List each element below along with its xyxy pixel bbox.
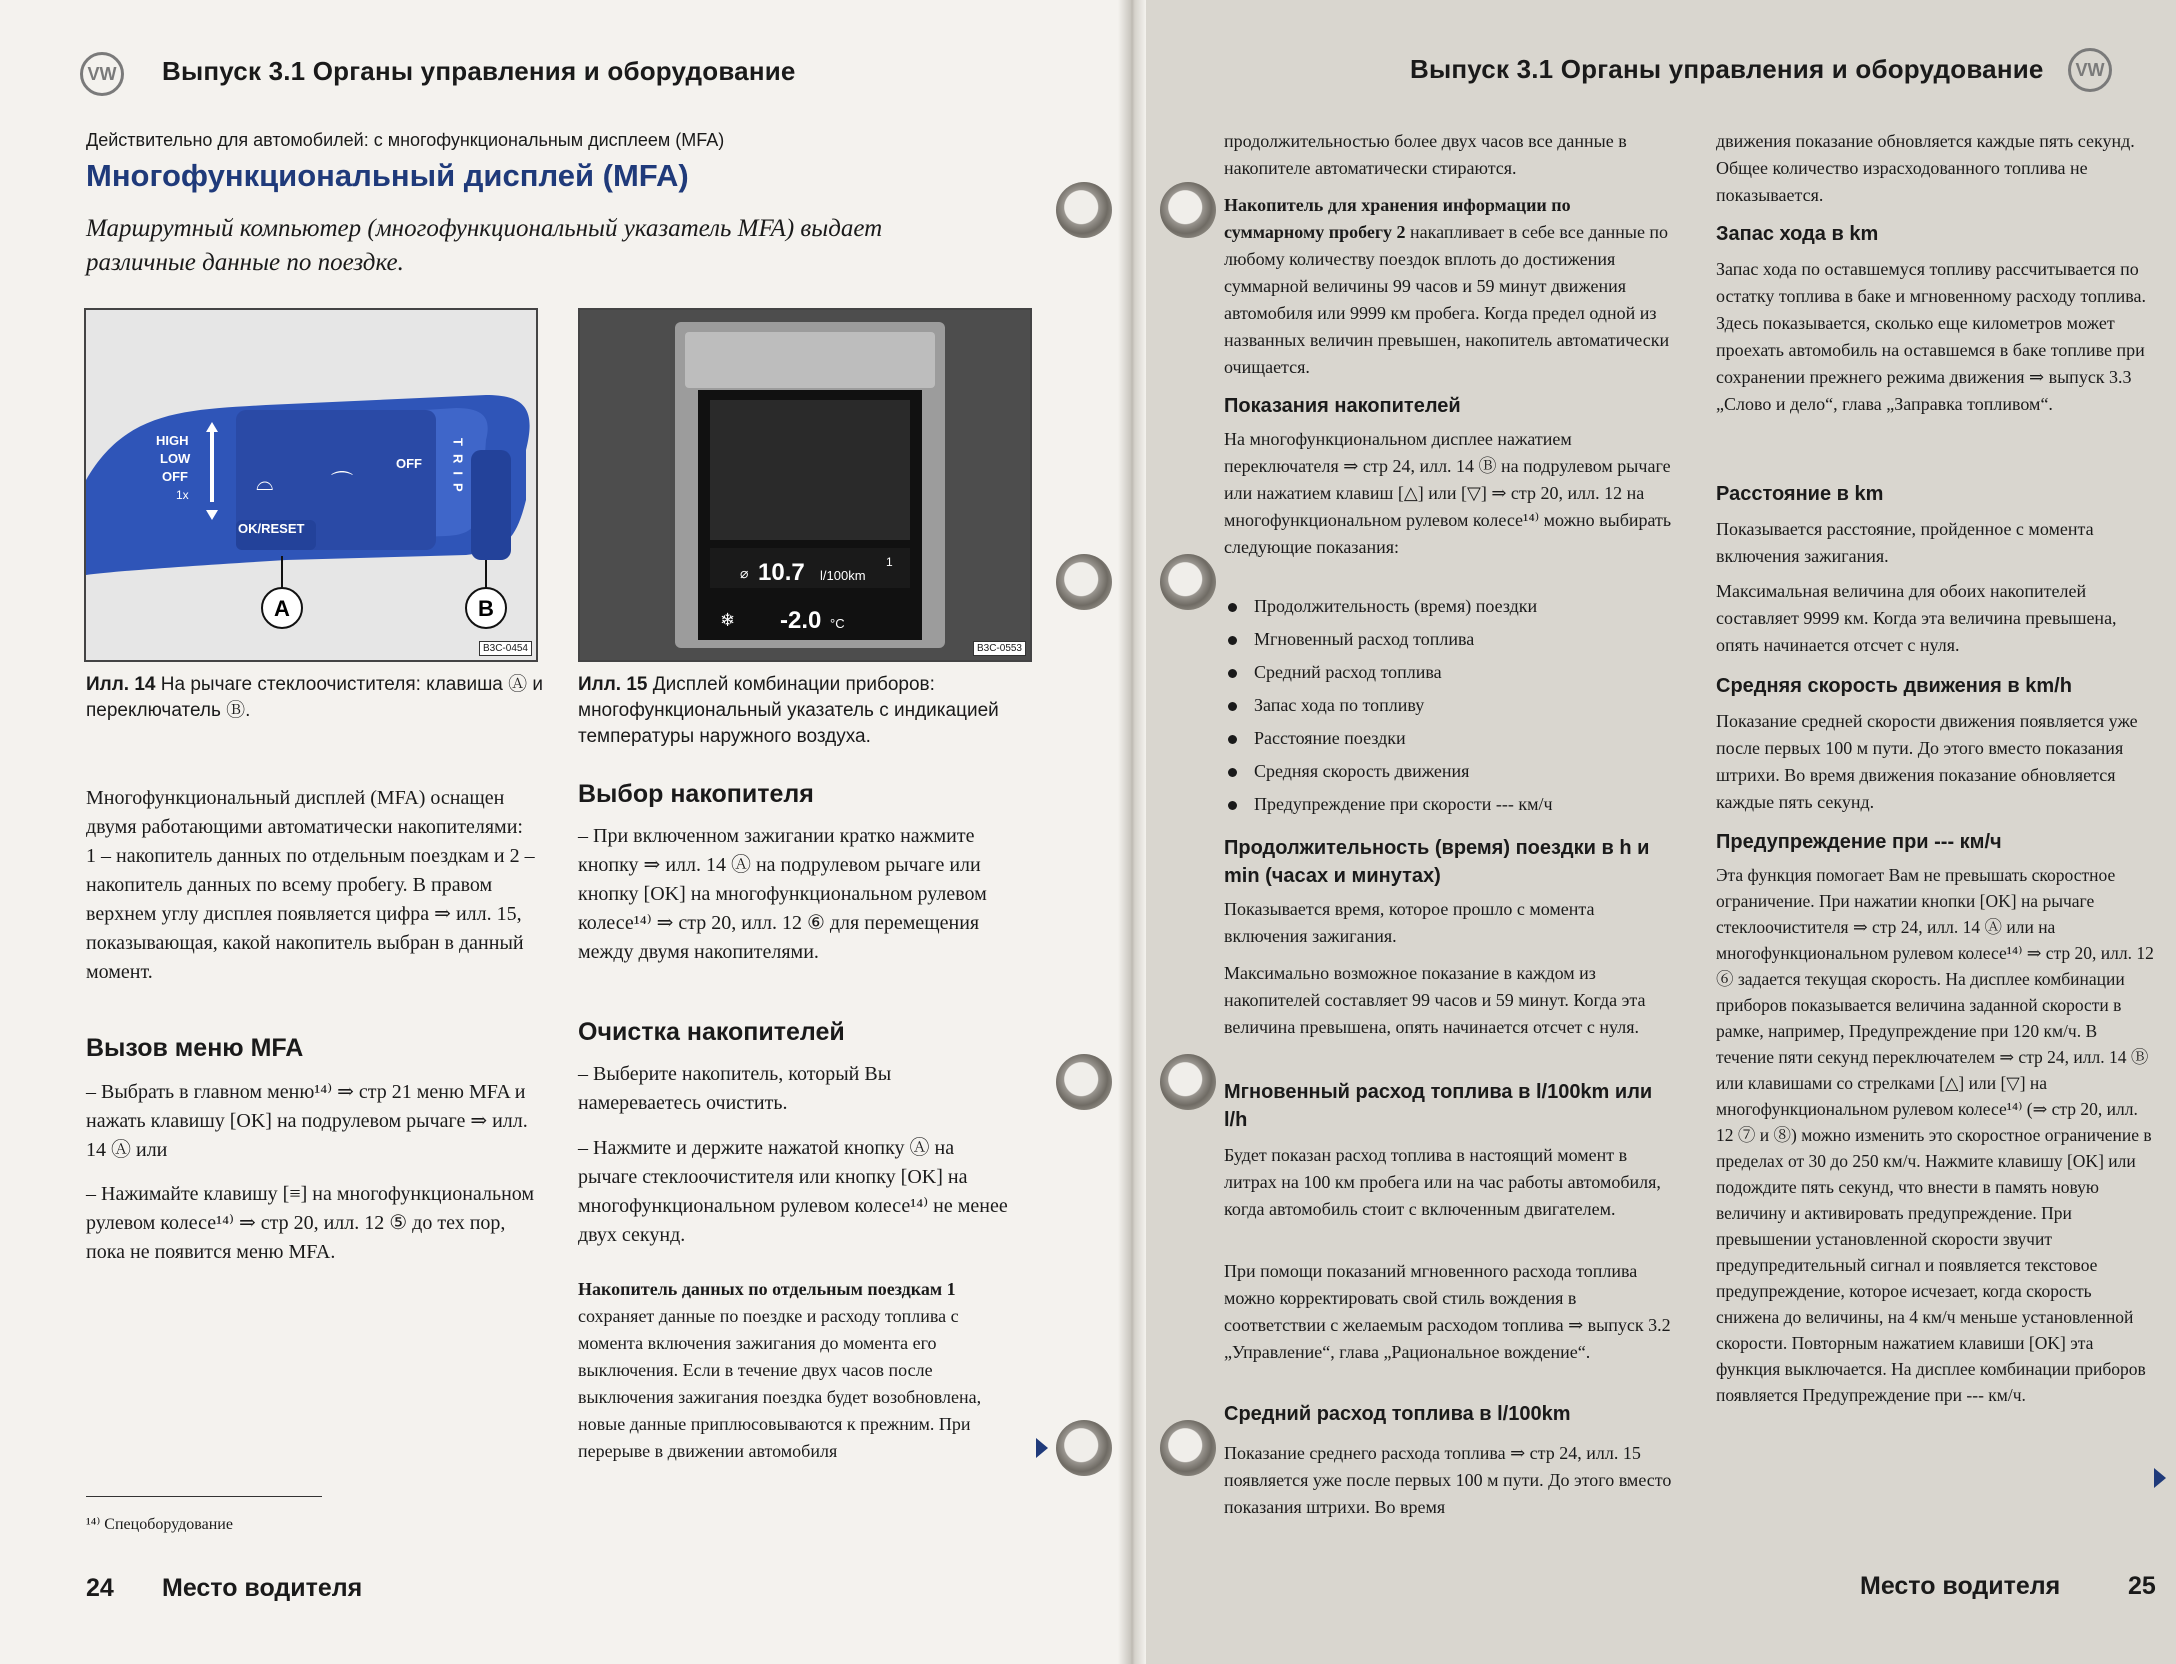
logo-text: VW [87,63,117,84]
list-item: Средний расход топлива [1224,656,1674,689]
memory-1-continued: продолжительностью более двух часов все данные в накопителе автоматически стираются. [1224,131,1627,178]
footer-title: Место водителя [1860,1572,2061,1600]
range-p1: Запас хода по оставшемуся топливу рассчитывается по остатку топлива в баке и мгновенному расходу топлива. Здесь показывается, сколько еще километров может проехать автомобиль на оставшемся в баке топливе при сохранении прежнего режима движения ⇒ выпуск 3.3 „Слово и дело“, глава „Заправка топливом“. [1716,259,2147,414]
page-header-title: Выпуск 3.1 Органы управления и оборудование [1410,54,2044,84]
binding-hole-icon [1056,182,1112,238]
distance-p1: Показывается расстояние, пройденное с момента включения зажигания. [1716,519,2094,566]
menu-step-2: – Нажимайте клавишу [≡] на многофункциональном рулевом колесе¹⁴⁾ ⇒ стр 20, илл. 12 ⑤ до тех пор, пока не появится меню MFA. [86,1183,535,1263]
figure-14-caption [86,672,546,724]
speed-p1: Показание средней скорости движения появляется уже после первых 100 м пути. До этого вместо показания штрихи. Во время движения показание обновляется каждые пять секунд. [1716,711,2138,812]
footnote-divider [86,1496,322,1497]
lever-label-off: OFF [162,469,188,484]
page-header-title: Выпуск 3.1 Органы управления и оборудование [162,56,796,86]
lever-label-1x: 1x [176,488,189,502]
washer-icon: ⌒ [331,471,354,496]
wiper-icon: ⌓ [256,471,274,496]
mfa-memory-description: Многофункциональный дисплей (MFA) оснащен двумя работающими автоматически накопителями: 1 – накопитель данных по отдельным поездкам и 2 – накопитель данных по всему пробегу. В правом верхнем углу дисплея появляется цифра ⇒ илл. 15, показывающая, какой накопитель выбран в данный момент. [86,787,535,983]
list-item: Мгновенный расход топлива [1224,623,1674,656]
display-consumption-unit: l/100km [820,568,866,583]
validity-note: Действительно для автомобилей: с многофункциональным дисплеем (MFA) [86,130,725,150]
display-temperature: -2.0 [780,607,822,634]
clear-step-2: – Нажмите и держите нажатой кнопку Ⓐ на рычаге стеклоочистителя или кнопку [OK] на многофункциональном рулевом колесе¹⁴⁾ не менее двух секунд. [578,1137,1008,1246]
footnote: ¹⁴⁾ Спецоборудование [86,1516,233,1533]
instant-p1: Будет показан расход топлива в настоящий момент в литрах на 100 км пробега или на час работы автомобиля, когда автомобиль стоит с включенным двигателем. [1224,1145,1661,1219]
readings-description: На многофункциональном дисплее нажатием переключателя ⇒ стр 24, илл. 14 Ⓑ на подрулевом рычаге или нажатием клавиш [△] или [▽] ⇒ стр 20, илл. 12 на многофункциональном рулевом колесе¹⁴⁾ можно выбирать следующие показания: [1224,429,1672,557]
section-heading-distance: Расстояние в km [1716,483,1884,505]
binding-hole-icon [1056,554,1112,610]
section-heading-range: Запас хода в km [1716,223,1879,245]
caption-text: На рычаге стеклоочистителя: клавиша Ⓐ и переключатель Ⓑ. [86,674,544,721]
okreset-label: OK/RESET [238,521,305,536]
caption-number: Илл. 15 [578,674,648,695]
caption-number: Илл. 14 [86,674,156,695]
section-heading-select: Выбор накопителя [578,780,814,808]
list-item: Средняя скорость движения [1224,755,1674,788]
caption-text: Дисплей комбинации приборов: многофункциональный указатель с индикацией температуры наружного воздуха. [578,674,999,747]
distance-p2: Максимальная величина для обоих накопителей составляет 9999 км. Когда эта величина превышена, опять начинается отсчет с нуля. [1716,581,2117,655]
intro-text: Маршрутный компьютер (многофункциональный указатель MFA) выдает различные данные по поездке. [86,215,883,276]
display-consumption: 10.7 [758,559,805,586]
figure-code: B3C-0553 [973,641,1026,656]
binding-hole-icon [1056,1054,1112,1110]
menu-step-1: – Выбрать в главном меню¹⁴⁾ ⇒ стр 21 меню MFA и нажать клавишу [OK] на подрулевом рычаге ⇒ илл. 14 Ⓐ или [86,1081,528,1161]
display-temperature-unit: °C [830,616,845,631]
section-heading-instant: Мгновенный расход топлива в l/100km или l/h [1224,1081,1653,1131]
lever-label-high: HIGH [156,433,189,448]
list-item: Продолжительность (время) поездки [1224,590,1674,623]
memory-1-title: Накопитель данных по отдельным поездкам 1 [578,1279,956,1299]
page-title: Многофункциональный дисплей (MFA) [86,158,689,193]
lever-label-off2: OFF [396,456,422,471]
list-item: Предупреждение при скорости --- км/ч [1224,788,1674,821]
section-heading-average: Средний расход топлива в l/100km [1224,1403,1571,1425]
consumption-symbol: ⌀ [740,565,749,581]
page-number: 25 [2128,1572,2156,1600]
callout-a-label: A [274,596,290,621]
instant-p2: При помощи показаний мгновенного расхода топлива можно корректировать свой стиль вождения в соответствии с желаемым расходом топлива ⇒ выпуск 3.2 „Управление“, глава „Рациональное вождение“. [1224,1261,1671,1362]
figure-15-caption [578,672,1038,750]
section-heading-clear: Очистка накопителей [578,1018,845,1046]
page-number: 24 [86,1574,114,1602]
footer-title: Место водителя [162,1574,363,1602]
lever-label-trip: TRIP [450,438,466,500]
figure-code: B3C-0454 [479,641,532,656]
section-heading-speed: Средняя скорость движения в km/h [1716,675,2072,697]
readings-list [1224,590,1674,821]
binding-hole-icon [1056,1420,1112,1476]
logo-text: VW [2075,59,2105,80]
memory-2-title: Накопитель для хранения информации по суммарному пробегу 2 [1224,195,1571,242]
vw-logo-icon [2068,48,2112,92]
right-page [1132,0,2176,1664]
select-step: – При включенном зажигании кратко нажмите кнопку ⇒ илл. 14 Ⓐ на подрулевом рычаге или кнопку [OK] на многофункциональном рулевом колесе¹⁴⁾ ⇒ стр 20, илл. 12 ⑥ для перемещения между двумя накопителями. [578,825,987,963]
display-memory-indicator: 1 [886,555,893,569]
lever-label-low: LOW [160,451,191,466]
callout-b-label: B [478,596,494,621]
memory-1-description [578,1276,1028,1465]
memory-2-description [1224,192,1674,381]
memory-1-text: сохраняет данные по поездке и расходу топлива с момента включения зажигания до момента его выключения. Если в течение двух часов после выключения зажигания поездка будет возобновлена, новые данные приплюсовываются к прежним. При перерыве в движении автомобиля [578,1306,982,1461]
section-heading-duration: Продолжительность (время) поездки в h и min (часах и минутах) [1224,837,1650,887]
average-continued: движения показание обновляется каждые пять секунд. Общее количество израсходованного топлива не показывается. [1716,131,2135,205]
figure-14 [84,308,538,662]
snowflake-icon: ❄ [720,610,736,631]
list-item: Расстояние поездки [1224,722,1674,755]
figure-15 [578,308,1032,662]
duration-p2: Максимально возможное показание в каждом из накопителей составляет 99 часов и 59 минут. Когда эта величина превышена, опять начинается отсчет с нуля. [1224,963,1646,1037]
duration-p1: Показывается время, которое прошло с момента включения зажигания. [1224,899,1595,946]
wiper-lever-illustration [86,310,538,662]
clear-step-1: – Выберите накопитель, который Вы намереваетесь очистить. [578,1063,892,1114]
instrument-display-illustration [580,310,1032,662]
section-heading-readings: Показания накопителей [1224,395,1461,417]
speed-warning-p1: Эта функция помогает Вам не превышать скоростное ограничение. При нажатии кнопки [OK] на рычаге стеклоочистителя ⇒ стр 24, илл. 14 Ⓐ или на многофункциональном рулевом колесе¹⁴⁾ ⇒ стр 20, илл. 12 ⑥ задается текущая скорость. На дисплее комбинации приборов показывается величина заданной скорости в рамке, например, Предупреждение при 120 км/ч. В течение пяти секунд переключателем ⇒ стр 24, илл. 14 Ⓑ или клавишами со стрелками [△] или [▽] на многофункциональном рулевом колесе¹⁴⁾ (⇒ стр 20, илл. 12 ⑦ и ⑧) можно изменить это скоростное ограничение в пределах от 30 до 250 км/ч. Нажмите клавишу [OK] или подождите пять секунд, что внести в память новую величину и активировать предупреждение. При превышении установленной скорости звучит предупредительный сигнал и появляется текстовое предупреждение, которое исчезает, когда скорость снижена до величины, на 4 км/ч меньше установленной скорости. Повторным нажатием клавиши [OK] эта функция выключается. На дисплее комбинации приборов появляется Предупреждение при --- км/ч. [1716,865,2154,1405]
vw-logo-icon [80,52,124,96]
memory-2-text: накапливает в себе все данные по любому количеству поездок вплоть до достижения суммарной величины 99 часов и 59 минут движения автомобиля или 9999 км пробега. Когда предел одной из названных величин превышен, накопитель автоматически очищается. [1224,222,1670,377]
continue-arrow-icon [2154,1468,2166,1488]
average-p1: Показание среднего расхода топлива ⇒ стр 24, илл. 15 появляется уже после первых 100 м пути. До этого вместо показания штрихи. Во время [1224,1443,1672,1517]
section-heading-speed-warning: Предупреждение при --- км/ч [1716,831,2002,853]
section-heading-menu: Вызов меню MFA [86,1034,304,1062]
list-item: Запас хода по топливу [1224,689,1674,722]
